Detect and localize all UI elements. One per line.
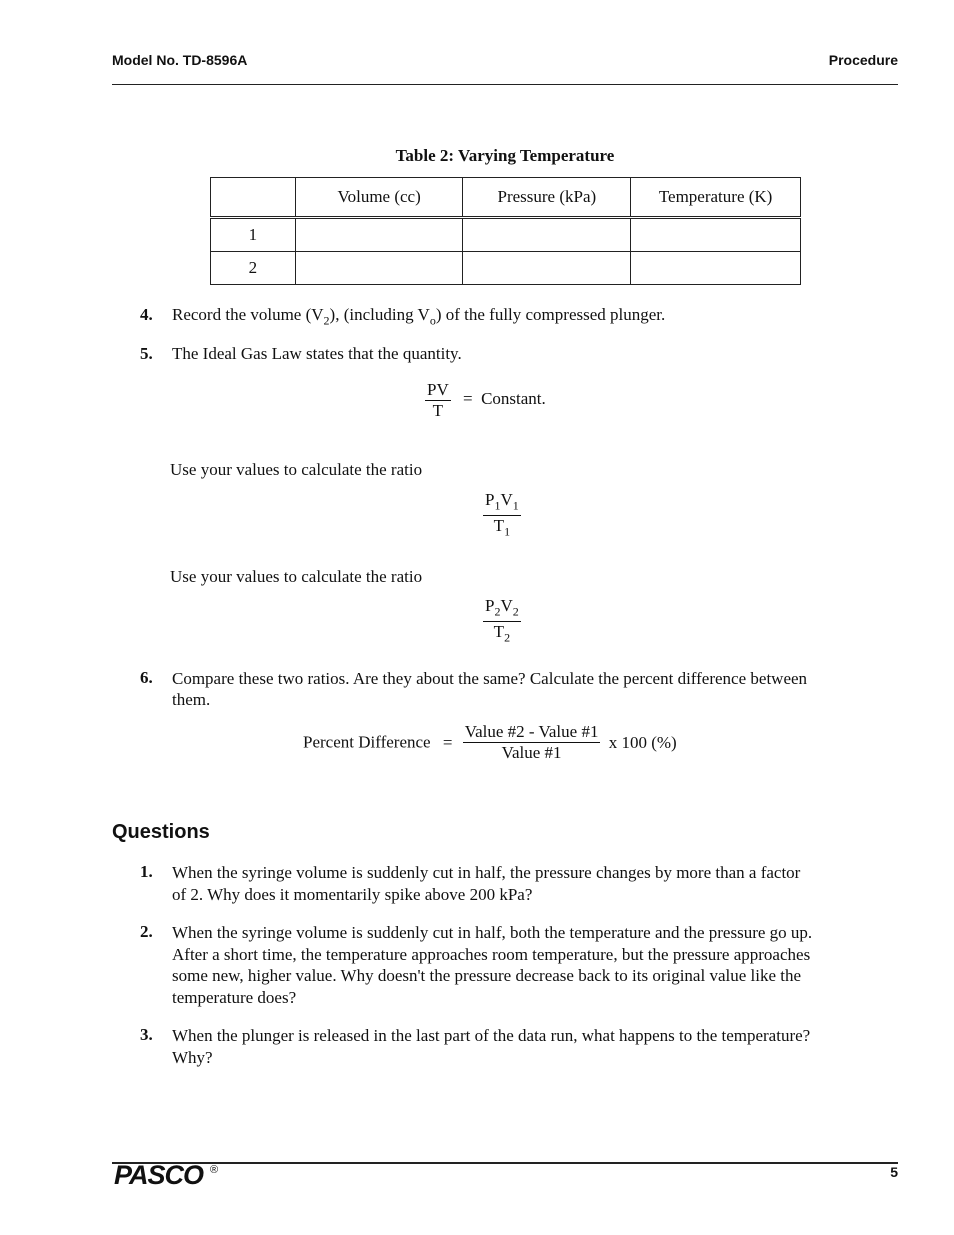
question-line: some new, higher value. Why doesn't the pressure decrease back to its original value like the — [172, 966, 802, 985]
table-header-cell — [211, 178, 296, 218]
step-6-text — [172, 668, 807, 710]
table-header-cell: Volume (cc) — [295, 178, 463, 218]
fraction-denominator: T — [432, 401, 444, 420]
table-header-cell: Temperature (K) — [631, 178, 801, 218]
pv-over-t-fraction — [425, 380, 451, 421]
question-line: When the syringe volume is suddenly cut in half, the pressure changes by more than a factor — [172, 863, 801, 882]
step-6-line: Compare these two ratios. Are they about the same? Calculate the percent difference between — [172, 669, 808, 688]
varying-temperature-table — [210, 177, 801, 285]
table-header-row — [211, 178, 801, 218]
ratio-2-v: V — [500, 596, 513, 615]
questions-heading: Questions — [112, 821, 210, 843]
ratio-2-v-sub: 2 — [512, 604, 519, 619]
table-cell — [295, 252, 463, 285]
step-4-number: 4. — [140, 305, 153, 324]
question-line: temperature does? — [172, 987, 297, 1007]
registered-mark: ® — [210, 1164, 219, 1176]
ratio-2-p-sub: 2 — [494, 604, 501, 619]
step-4-text-a: Record the volume (V — [172, 305, 324, 324]
ratio-1-p-sub: 1 — [494, 498, 501, 513]
step-6-line: them. — [172, 690, 211, 709]
equals-sign: = — [442, 732, 453, 752]
fraction-denominator: Value #1 — [501, 743, 562, 762]
footer-rule — [112, 1162, 898, 1164]
step-6-number: 6. — [140, 668, 153, 687]
question-3-number: 3. — [140, 1025, 153, 1044]
question-line: After a short time, the temperature approaches room temperature, but the pressure approaches — [172, 944, 811, 964]
table-row — [211, 252, 801, 285]
percent-difference-label: Percent Difference — [303, 732, 431, 752]
question-line: When the plunger is released in the last part of the data run, what happens to the temperature? — [172, 1026, 811, 1045]
step-4-text-c: ) of the fully compressed plunger. — [435, 305, 666, 324]
ideal-gas-equation — [425, 380, 546, 421]
table-cell — [463, 218, 631, 252]
fraction-numerator: Value #2 - Value #1 — [464, 722, 599, 741]
ratio-2-p: P — [485, 596, 495, 615]
question-1-number: 1. — [140, 862, 153, 881]
percent-difference-equation — [303, 722, 677, 763]
ratio-2-instruction: Use your values to calculate the ratio — [170, 567, 423, 586]
question-3-text — [172, 1025, 810, 1068]
step-5-number: 5. — [140, 344, 153, 363]
ratio-2-fraction — [483, 596, 521, 648]
question-line: Why? — [172, 1047, 213, 1067]
step-5-text: The Ideal Gas Law states that the quantity. — [172, 344, 462, 363]
question-1-text — [172, 862, 800, 905]
step-4-text — [172, 305, 665, 328]
fraction-numerator: PV — [427, 380, 449, 399]
header-model-number: Model No. TD-8596A — [112, 52, 248, 68]
table-cell — [295, 218, 463, 252]
page-number: 5 — [890, 1164, 898, 1180]
table-cell: 2 — [211, 252, 296, 285]
ratio-1-p: P — [485, 490, 495, 509]
ratio-1-t-sub: 1 — [504, 524, 511, 539]
ratio-2-t: T — [493, 622, 505, 642]
ratio-1-t: T — [493, 516, 505, 536]
question-2-text — [172, 922, 812, 1008]
multiplier: x 100 (%) — [608, 732, 677, 752]
ratio-1-instruction: Use your values to calculate the ratio — [170, 460, 423, 479]
table-row — [211, 218, 801, 252]
ratio-1-v-sub: 1 — [512, 498, 519, 513]
ratio-1-fraction — [483, 490, 521, 542]
question-2-number: 2. — [140, 922, 153, 941]
step-4-text-b: ), (including V — [329, 305, 430, 324]
table-cell — [463, 252, 631, 285]
percent-difference-fraction — [463, 722, 601, 763]
pasco-logo-text: PASCO — [114, 1160, 204, 1190]
table-cell — [631, 218, 801, 252]
ratio-2-t-sub: 2 — [504, 630, 511, 645]
table-caption: Table 2: Varying Temperature — [395, 146, 615, 165]
table-cell: 1 — [211, 218, 296, 252]
table-cell — [631, 252, 801, 285]
pasco-logo — [114, 1160, 203, 1191]
header-rule — [112, 84, 898, 85]
ratio-1-v: V — [500, 490, 513, 509]
question-line: of 2. Why does it momentarily spike above 200 kPa? — [172, 884, 533, 904]
table-header-cell: Pressure (kPa) — [463, 178, 631, 218]
step-4-sub-b: o — [429, 313, 436, 328]
step-4-sub-a: 2 — [323, 313, 330, 328]
question-line: When the syringe volume is suddenly cut in half, both the temperature and the pressure go up. — [172, 923, 813, 942]
header-section-title: Procedure — [828, 52, 898, 68]
equation-rhs: = Constant. — [462, 389, 546, 409]
